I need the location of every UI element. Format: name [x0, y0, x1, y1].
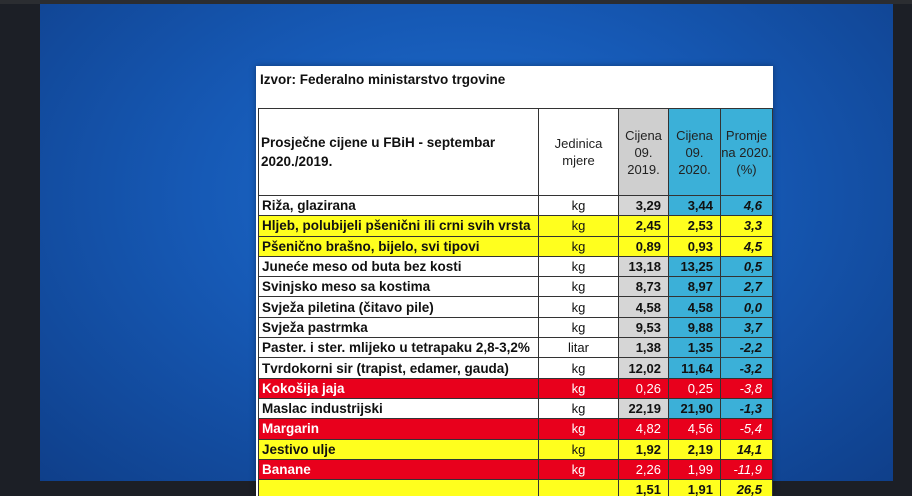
change-percent-cell: -3,8 [721, 378, 773, 398]
table-row [259, 277, 773, 297]
product-name-cell: Hljeb, polubijeli pšenični ili crni svih vrsta [259, 216, 539, 236]
table-row [259, 338, 773, 358]
product-name-cell: Kokošija jaja [259, 378, 539, 398]
change-percent-cell: 2,7 [721, 277, 773, 297]
table-row [259, 297, 773, 317]
product-name-cell: Paster. i ster. mlijeko u tetrapaku 2,8-3,2% [259, 338, 539, 358]
price-2019-cell: 4,58 [619, 297, 669, 317]
unit-cell: kg [539, 196, 619, 216]
unit-cell: kg [539, 216, 619, 236]
price-2019-cell: 8,73 [619, 277, 669, 297]
product-name-cell: Banane [259, 459, 539, 479]
table-row [259, 439, 773, 459]
price-2020-cell: 1,99 [669, 459, 721, 479]
price-2019-cell: 9,53 [619, 317, 669, 337]
price-2019-cell: 22,19 [619, 398, 669, 418]
change-percent-cell: 4,5 [721, 236, 773, 256]
price-2019-cell: 12,02 [619, 358, 669, 378]
product-name-cell: Maslac industrijski [259, 398, 539, 418]
change-percent-cell: 0,0 [721, 297, 773, 317]
unit-cell [539, 480, 619, 496]
unit-cell: kg [539, 277, 619, 297]
price-2020-cell: 9,88 [669, 317, 721, 337]
unit-cell: litar [539, 338, 619, 358]
change-percent-cell: -3,2 [721, 358, 773, 378]
price-2019-cell: 1,51 [619, 480, 669, 496]
change-percent-cell: 14,1 [721, 439, 773, 459]
table-row [259, 378, 773, 398]
price-2019-cell: 1,38 [619, 338, 669, 358]
price-2020-cell: 21,90 [669, 398, 721, 418]
price-2020-cell: 2,19 [669, 439, 721, 459]
unit-cell: kg [539, 358, 619, 378]
table-row [259, 236, 773, 256]
table-row [259, 196, 773, 216]
price-2020-cell: 0,25 [669, 378, 721, 398]
unit-cell: kg [539, 419, 619, 439]
price-2020-cell: 8,97 [669, 277, 721, 297]
price-2019-cell: 3,29 [619, 196, 669, 216]
unit-cell: kg [539, 317, 619, 337]
header-change: Promje na 2020. (%) [721, 109, 773, 196]
price-2019-cell: 2,45 [619, 216, 669, 236]
header-price-2020: Cijena 09. 2020. [669, 109, 721, 196]
unit-cell: kg [539, 459, 619, 479]
price-2020-cell: 1,91 [669, 480, 721, 496]
price-table [258, 108, 773, 496]
table-row [259, 419, 773, 439]
source-label: Izvor: Federalno ministarstvo trgovine [260, 72, 506, 87]
product-name-cell: Tvrdokorni sir (trapist, edamer, gauda) [259, 358, 539, 378]
unit-cell: kg [539, 439, 619, 459]
change-percent-cell: -5,4 [721, 419, 773, 439]
tv-screen-background [40, 4, 893, 496]
change-percent-cell: -2,2 [721, 338, 773, 358]
price-table-sheet [256, 66, 773, 496]
unit-cell: kg [539, 398, 619, 418]
table-row [259, 216, 773, 236]
price-2019-cell: 0,26 [619, 378, 669, 398]
product-name-cell [259, 480, 539, 496]
product-name-cell: Svinjsko meso sa kostima [259, 277, 539, 297]
price-2020-cell: 2,53 [669, 216, 721, 236]
price-2019-cell: 0,89 [619, 236, 669, 256]
price-2019-cell: 2,26 [619, 459, 669, 479]
product-name-cell: Jestivo ulje [259, 439, 539, 459]
price-2020-cell: 11,64 [669, 358, 721, 378]
table-row [259, 256, 773, 276]
price-2020-cell: 4,56 [669, 419, 721, 439]
unit-cell: kg [539, 236, 619, 256]
header-unit: Jedinica mjere [539, 109, 619, 196]
price-2020-cell: 4,58 [669, 297, 721, 317]
table-row [259, 398, 773, 418]
change-percent-cell: 4,6 [721, 196, 773, 216]
unit-cell: kg [539, 256, 619, 276]
change-percent-cell: 0,5 [721, 256, 773, 276]
unit-cell: kg [539, 297, 619, 317]
price-2019-cell: 13,18 [619, 256, 669, 276]
change-percent-cell: 26,5 [721, 480, 773, 496]
change-percent-cell: 3,3 [721, 216, 773, 236]
price-2019-cell: 1,92 [619, 439, 669, 459]
product-name-cell: Pšenično brašno, bijelo, svi tipovi [259, 236, 539, 256]
price-2020-cell: 0,93 [669, 236, 721, 256]
table-row [259, 358, 773, 378]
change-percent-cell: -1,3 [721, 398, 773, 418]
price-2019-cell: 4,82 [619, 419, 669, 439]
change-percent-cell: 3,7 [721, 317, 773, 337]
table-header-row [259, 109, 773, 196]
unit-cell: kg [539, 378, 619, 398]
product-name-cell: Svježa piletina (čitavo pile) [259, 297, 539, 317]
header-product: Prosječne cijene u FBiH - septembar 2020./2019. [259, 109, 539, 196]
price-2020-cell: 1,35 [669, 338, 721, 358]
change-percent-cell: -11,9 [721, 459, 773, 479]
product-name-cell: Margarin [259, 419, 539, 439]
header-price-2019: Cijena 09. 2019. [619, 109, 669, 196]
product-name-cell: Riža, glazirana [259, 196, 539, 216]
table-row [259, 459, 773, 479]
table-row [259, 317, 773, 337]
price-2020-cell: 13,25 [669, 256, 721, 276]
product-name-cell: Juneće meso od buta bez kosti [259, 256, 539, 276]
product-name-cell: Svježa pastrmka [259, 317, 539, 337]
table-row [259, 480, 773, 496]
price-2020-cell: 3,44 [669, 196, 721, 216]
